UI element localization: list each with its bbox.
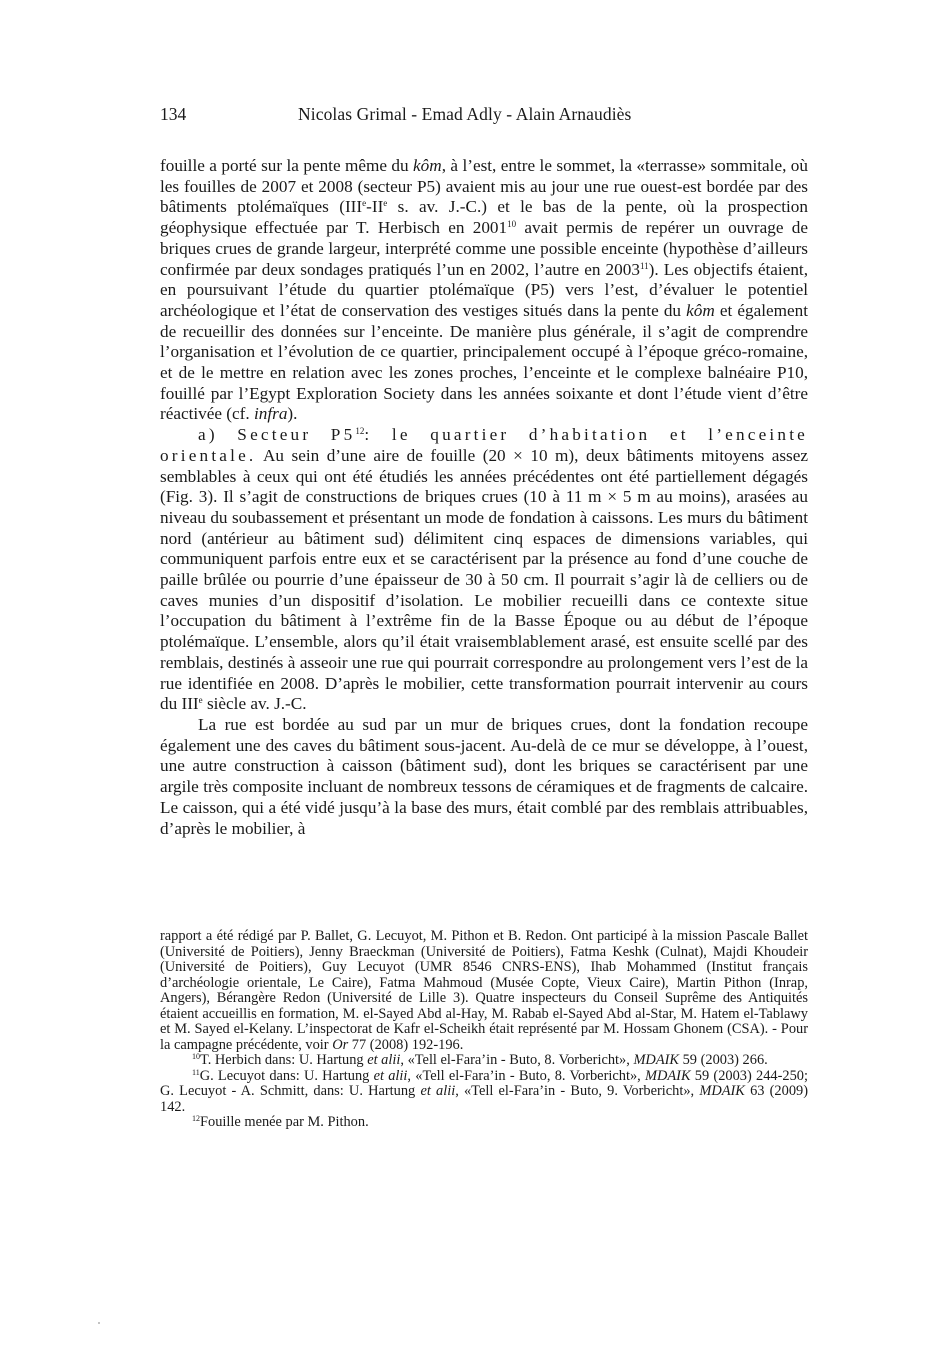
page-header bbox=[160, 104, 808, 130]
footnote-11: $^{11}$G. Lecuyot dans: U. Hartung et alii, «Tell el-Fara’in - Buto, 8. Vorbericht», MDAIK 59 (2003) 244-250; G. Lecuyot - A. Schmitt, dans: U. Hartung et alii, «Tell el-Fara’in - Buto, 9. Vorbericht», MDAIK 63 (2009) 142. bbox=[160, 1067, 809, 1115]
footnote-continuation: rapport a été rédigé par P. Ballet, G. Lecuyot, M. Pithon et B. Redon. Ont participé à la mission Pascale Ballet (Université de Poitiers), Jenny Braeckman (Université de Poitiers), Fatma Keshk (Culnat), Majdi Khoudeir (Université de Poitiers), Guy Lecuyot (UMR 8546 CNRS-ENS), Ihab Mohammed (Institut français d’archéologie orientale, Le Caire), Fatma Mahmoud (Musée Copte, Vieux Caire), Martin Pithon (Inrap, Angers), Bérangère Redon (Université de Lille 3). Quatre inspecteurs du Conseil Suprême des Antiquités étaient accueillis en formation, M. el-Sayed Abd al-Hay, M. Rabab el-Sayed Abd al-Star, M. Hatem el-Tablawy et M. Sayed el-Kelany. L’inspectorat de Kafr el-Scheikh était représenté par M. Hossam Ghonem (CSA). - Pour la campagne précédente, voir Or 77 (2008) 192-196. bbox=[160, 928, 808, 1053]
footnotes bbox=[160, 929, 808, 1131]
paragraph-3: La rue est bordée au sud par un mur de briques crues, dont la fondation recoupe également une des caves du bâtiment sous-jacent. Au-delà de ce mur se développe, à l’ouest, une autre construction à caisson (bâtiment sud), dont les briques se caractérisent par une argile très composite incluant de nombreux tessons de céramiques et de fragments de calcaire. Le caisson, qui a été vidé jusqu’à la base des murs, était comblé par des remblais attribuables, d’après le mobilier, à bbox=[160, 714, 808, 838]
paragraph-1: fouille a porté sur la pente même du kôm, à l’est, entre le sommet, la «terrasse» sommitale, où les fouilles de 2007 et 2008 (secteur P5) avaient mis au jour une rue ouest-est bordée par des bâtiments ptolémaïques (IIIe-IIe s. av. J.-C.) et le bas de la pente, où la prospection géophysique effectuée par T. Herbisch en 2001$^{10}$ avait permis de repérer un ouvrage de briques crues de grande largeur, interprété comme une possible enceinte (hypothèse d’ailleurs confirmée par deux sondages pratiqués l’un en 2002, l’autre en 2003$^{11}$). Les objectifs étaient, en poursuivant l’étude du quartier ptolémaïque (P5) vers l’est, d’évaluer le potentiel archéologique et l’état de conservation des vestiges situés dans la pente du kôm et également de recueillir des données sur l’enceinte. De manière plus générale, il s’agit de comprendre l’organisation et l’évolution de ce quartier, principalement occupé à l’époque gréco-romaine, et de le mettre en relation avec les zones proches, l’enceinte et le complexe balnéaire P10, fouillé par l’Egypt Exploration Society dans les années soixante et dont l’étude vient d’être réactivée (cf. infra). bbox=[160, 156, 809, 424]
main-text bbox=[160, 156, 808, 839]
running-title: Nicolas Grimal - Emad Adly - Alain Arnaudiès bbox=[298, 104, 632, 124]
footnote-10: $^{10}$T. Herbich dans: U. Hartung et alii, «Tell el-Fara’in - Buto, 8. Vorbericht», MDAIK 59 (2003) 266. bbox=[192, 1052, 768, 1068]
footnote-12: $^{12}$Fouille menée par M. Pithon. bbox=[192, 1114, 369, 1130]
page-number: 134 bbox=[160, 104, 187, 124]
footnote-ref-11: 11 bbox=[639, 260, 649, 271]
footnote-ref-12: 12 bbox=[355, 426, 365, 437]
section-heading: a) Secteur P5 bbox=[198, 425, 356, 445]
paragraph-2: a) Secteur $P5^{12}$: le quartier d’habitation et l’enceinte orientale. Au sein d’une aire de fouille (20 × 10 m), deux bâtiments mitoyens assez semblables à ceux qui ont été étudiés les années précédentes ont été partiellement dégagés (Fig. 3). Il s’agit de constructions de briques crues (10 à 11 m × 5 m au moins), arasées au niveau du soubassement et présentant un mode de fondation à caissons. Les murs du bâtiment nord (antérieur au bâtiment sud) délimitent cinq espaces de dimensions variables, qui communiquent parfois entre eux et se caractérisent par la présence au fond d’une couche de paille brûlée ou pourrie d’une épaisseur de 30 à 50 cm. Il pourrait s’agir là de celliers ou de caves munies d’un dispositif d’isolation. Le mobilier recueilli dans ce contexte situe l’occupation du bâtiment à l’extrême fin de la Basse Époque ou au début de l’époque ptolémaïque. L’ensemble, alors qu’il était vraisemblablement arasé, est ensuite scellé par des remblais, destinés à asseoir une rue qui pourrait correspondre au prolongement vers l’est de la rue identifiée en 2008. D’après le mobilier, cette transformation pourrait intervenir au cours du IIIe siècle av. J.-C. bbox=[160, 425, 808, 714]
footnote-ref-10: 10 bbox=[507, 219, 517, 230]
scan-speck bbox=[98, 1322, 100, 1324]
